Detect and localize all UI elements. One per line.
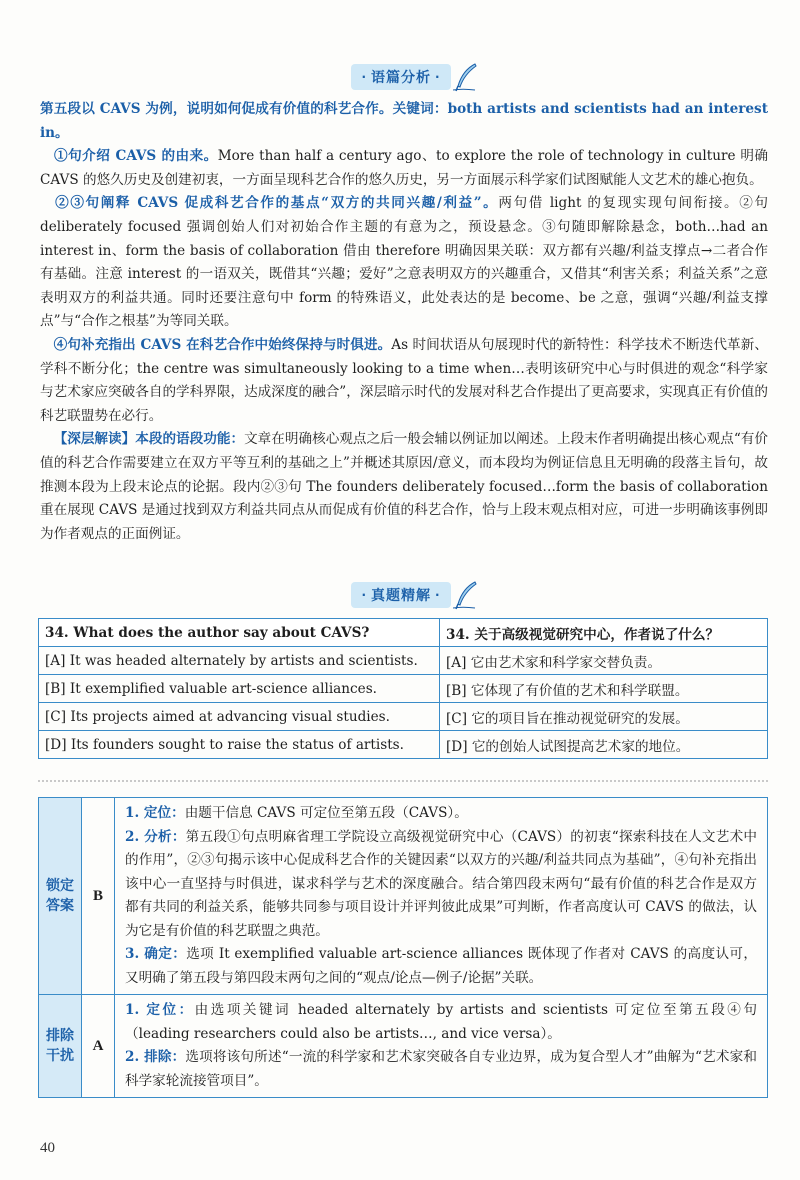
option-c-en: [C] Its projects aimed at advancing visual studies.: [39, 703, 440, 731]
lock-answer-body: 1. 定位：由题干信息 CAVS 可定位至第五段（CAVS）。 2. 分析：第五段①句点明麻省理工学院设立高级视觉研究中心（CAVS）的初衷“探索科技在人文艺术中的作用”，②③句揭示该中心促成科艺合作的关键因素“以双方的兴趣/利益共同点为基础”，④句补充指出该中心一直坚持与时俱进，谋求科学与艺术的深度融合。结合第四段末两句“最有价值的科艺合作是双方都有共同的利益关系，能够共同参与项目设计并评判彼此成果”可判断，作者高度认可 CAVS 的做法，认为它是有价值的科艺联盟之典范。 3. 确定：选项 It exemplified valuable art-science alliances 既体现了作者对 CAVS 的高度认可，又明确了第五段与第四段末两句之间的“观点/论点—例子/论据”关联。: [115, 798, 768, 995]
option-d-zh: [D] 它的创始人试图提高艺术家的地位。: [440, 731, 768, 759]
exclude-label: 排除干扰: [39, 995, 82, 1098]
lock-answer-row: [39, 798, 768, 995]
question-stem-zh: 34. 关于高级视觉研究中心，作者说了什么？: [440, 619, 768, 647]
dot-icon: ·: [435, 588, 441, 602]
option-d-en: [D] Its founders sought to raise the status of artists.: [39, 731, 440, 759]
option-row-c: [39, 703, 768, 731]
dotted-divider: [38, 780, 768, 782]
question-stem-en: 34. What does the author say about CAVS?: [39, 619, 440, 647]
dot-icon: ·: [361, 588, 367, 602]
banner-label: 语篇分析: [371, 70, 431, 86]
option-row-a: [39, 647, 768, 675]
dot-icon: ·: [435, 70, 441, 84]
exclude-option: A: [82, 995, 115, 1098]
question-table: [38, 618, 768, 759]
analysis-paragraph-3: ④句补充指出 CAVS 在科艺合作中始终保持与时俱进。As 时间状语从句展现时代的新特性：科学技术不断迭代革新、学科不断分化；the centre was simultaneously looking to a time when…表明该研究中心与时俱进的观念“科学家与艺术家应突破各自的学科界限，达成深度的融合”，深层暗示时代的发展对科艺合作提出了更高要求，实现真正有价值的科艺联盟势在必行。: [40, 336, 768, 424]
lock-answer-option: B: [82, 798, 115, 995]
section-banner-question: [330, 580, 500, 610]
analysis-paragraph-2: ②③句阐释 CAVS 促成科艺合作的基点“双方的共同兴趣/利益”。两句借 light 的复现实现句间衔接。②句 deliberately focused 强调创始人们对初始合作主题的有意为之，预设悬念。③句随即解除悬念，both…had an interest in、form the basis of collaboration 借由 therefore 明确因果关联：双方都有兴趣/利益支撑点→二者合作有基础。注意 interest 的一语双关，既借其“兴趣；爱好”之意表明双方的兴趣重合，又借其“利害关系；利益关系”之意表明双方的利益共通。同时还要注意句中 form 的特殊语义，此处表达的是 become、be 之意，强调“兴趣/利益支撑点”与“合作之根基”为等同关联。: [40, 195, 768, 330]
option-row-b: [39, 675, 768, 703]
answer-table: [38, 797, 768, 1098]
option-b-zh: [B] 它体现了有价值的艺术和科学联盟。: [440, 675, 768, 703]
dot-icon: ·: [361, 70, 367, 84]
page-number: 40: [40, 1140, 55, 1156]
option-a-en: [A] It was headed alternately by artists and scientists.: [39, 647, 440, 675]
passage-analysis: [40, 98, 768, 546]
exclude-row: [39, 995, 768, 1098]
quill-pen-icon: [453, 580, 479, 610]
analysis-intro: 第五段以 CAVS 为例，说明如何促成有价值的科艺合作。关键词：both artists and scientists had an interest in。: [40, 101, 768, 141]
lock-answer-label: 锁定答案: [39, 798, 82, 995]
option-c-zh: [C] 它的项目旨在推动视觉研究的发展。: [440, 703, 768, 731]
option-row-d: [39, 731, 768, 759]
section-banner-analysis: [330, 62, 500, 92]
quill-pen-icon: [453, 62, 479, 92]
option-b-en: [B] It exemplified valuable art-science alliances.: [39, 675, 440, 703]
question-stem-row: [39, 619, 768, 647]
option-a-zh: [A] 它由艺术家和科学家交替负责。: [440, 647, 768, 675]
exclude-body: 1. 定位：由选项关键词 headed alternately by artists and scientists 可定位至第五段④句（leading researchers could also be artists…, and vice versa）。 2. 排除：选项将该句所述“一流的科学家和艺术家突破各自专业边界，成为复合型人才”曲解为“艺术家和科学家轮流接管项目”。: [115, 995, 768, 1098]
banner-label: 真题精解: [371, 588, 431, 604]
analysis-paragraph-1: ①句介绍 CAVS 的由来。More than half a century ago、to explore the role of technology in culture 明确 CAVS 的悠久历史及创建初衷，一方面呈现科艺合作的悠久历史，另一方面展示科学家们试图赋能人文艺术的雄心抱负。: [40, 148, 768, 188]
analysis-paragraph-4: 【深层解读】本段的语段功能：文章在明确核心观点之后一般会辅以例证加以阐述。上段末作者明确提出核心观点“有价值的科艺合作需要建立在双方平等互利的基础之上”并概述其原因/意义，而本段均为例证信息且无明确的段落主旨句，故推测本段为上段末论点的论据。段内②③句 The founders deliberately focused…form the basis of collaboration 重在展现 CAVS 是通过找到双方利益共同点从而促成有价值的科艺合作，恰与上段末观点相对应，可进一步明确该事例即为作者观点的正面例证。: [40, 431, 769, 542]
